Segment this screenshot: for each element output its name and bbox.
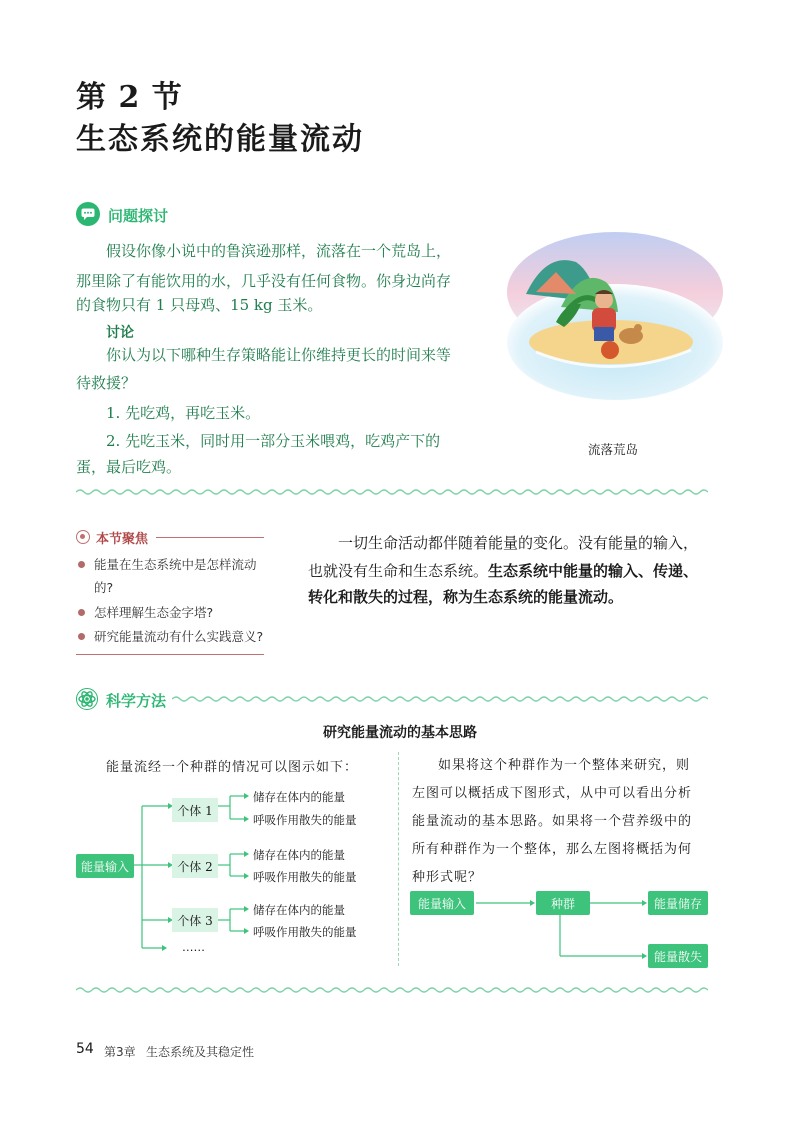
chat-bubble-icon [76,202,100,226]
focus-bottom-rule [76,654,264,655]
focus-item-3: 研究能量流动有什么实践意义? [94,625,268,648]
wave-divider-bottom [76,986,708,994]
footer-chapter-title: 生态系统及其稳定性 [146,1045,255,1059]
flow-population: 种群 [536,891,590,915]
footer-chapter: 第3章 [104,1045,136,1059]
flow-energy-loss: 能量散失 [648,944,708,968]
question-line-1: 你认为以下哪种生存策略能让你维持更长的时间来等 [106,346,452,364]
individual-1-box: 个体 1 [172,798,218,822]
right-explanation: 如果将这个种群作为一个整体来研究，则 左图可以概括成下图形式，从中可以看出分析 能量流动的基本思路。如果将一个营养级中的 所有种群作为一个整体，那么左图将概括为何 种形式呢？ [412,758,693,885]
section-title: 生态系统的能量流动 [76,122,364,157]
inquiry-line-2: 那里除了有能饮用的水，几乎没有任何食物。你身边尚存 [76,272,452,290]
target-icon [76,530,90,544]
inquiry-heading: 问题探讨 [108,207,169,225]
individual-2-stored: 储存在体内的能量 [253,848,345,862]
image-caption: 流落荒岛 [588,442,639,457]
island-illustration [506,232,724,402]
option-2-line-1: 2. 先吃玉米，同时用一部分玉米喂鸡，吃鸡产下的 [106,432,441,450]
individual-3-box: 个体 3 [172,908,218,932]
section-number: 第 2 节 [76,80,183,115]
more-individuals-ellipsis: …… [182,940,205,954]
individual-3-stored: 储存在体内的能量 [253,903,345,917]
wave-divider-top [76,488,708,496]
left-diagram-caption: 能量流经一个种群的情况可以图示如下： [106,760,359,775]
question-line-2: 待救援？ [76,374,137,392]
individual-3-respiration: 呼吸作用散失的能量 [253,925,357,939]
page-number: 54 [76,1041,94,1057]
option-2-line-2: 蛋，最后吃鸡。 [76,458,182,476]
intro-line-2: 也就没有生命和生态系统。生态系统中能量的输入、传递、 [308,562,699,580]
flow-energy-input: 能量输入 [410,891,474,915]
inquiry-line-3: 的食物只有 1 只母鸡、15 kg 玉米。 [76,296,323,314]
energy-input-box: 能量输入 [76,854,134,878]
intro-line-3: 转化和散失的过程，称为生态系统的能量流动。 [308,588,624,606]
focus-item-1: 能量在生态系统中是怎样流动 的? [94,553,268,599]
individual-2-box: 个体 2 [172,854,218,878]
atom-icon [76,688,98,714]
individual-1-stored: 储存在体内的能量 [253,790,345,804]
focus-title: 本节聚焦 [96,532,149,547]
focus-item-2: 怎样理解生态金字塔? [94,601,268,624]
flow-energy-storage: 能量储存 [648,891,708,915]
method-heading-wave [172,695,708,703]
individual-2-respiration: 呼吸作用散失的能量 [253,870,357,884]
option-1: 1. 先吃鸡，再吃玉米。 [106,404,261,422]
intro-line-1: 一切生命活动都伴随着能量的变化。没有能量的输入， [338,534,699,552]
method-heading: 科学方法 [106,692,167,710]
column-divider [398,752,399,966]
inquiry-line-1: 假设你像小说中的鲁滨逊那样，流落在一个荒岛上， [106,242,452,260]
discussion-label: 讨论 [106,325,134,341]
method-subtitle: 研究能量流动的基本思路 [323,725,477,741]
focus-title-rule [156,537,264,538]
individual-1-respiration: 呼吸作用散失的能量 [253,813,357,827]
